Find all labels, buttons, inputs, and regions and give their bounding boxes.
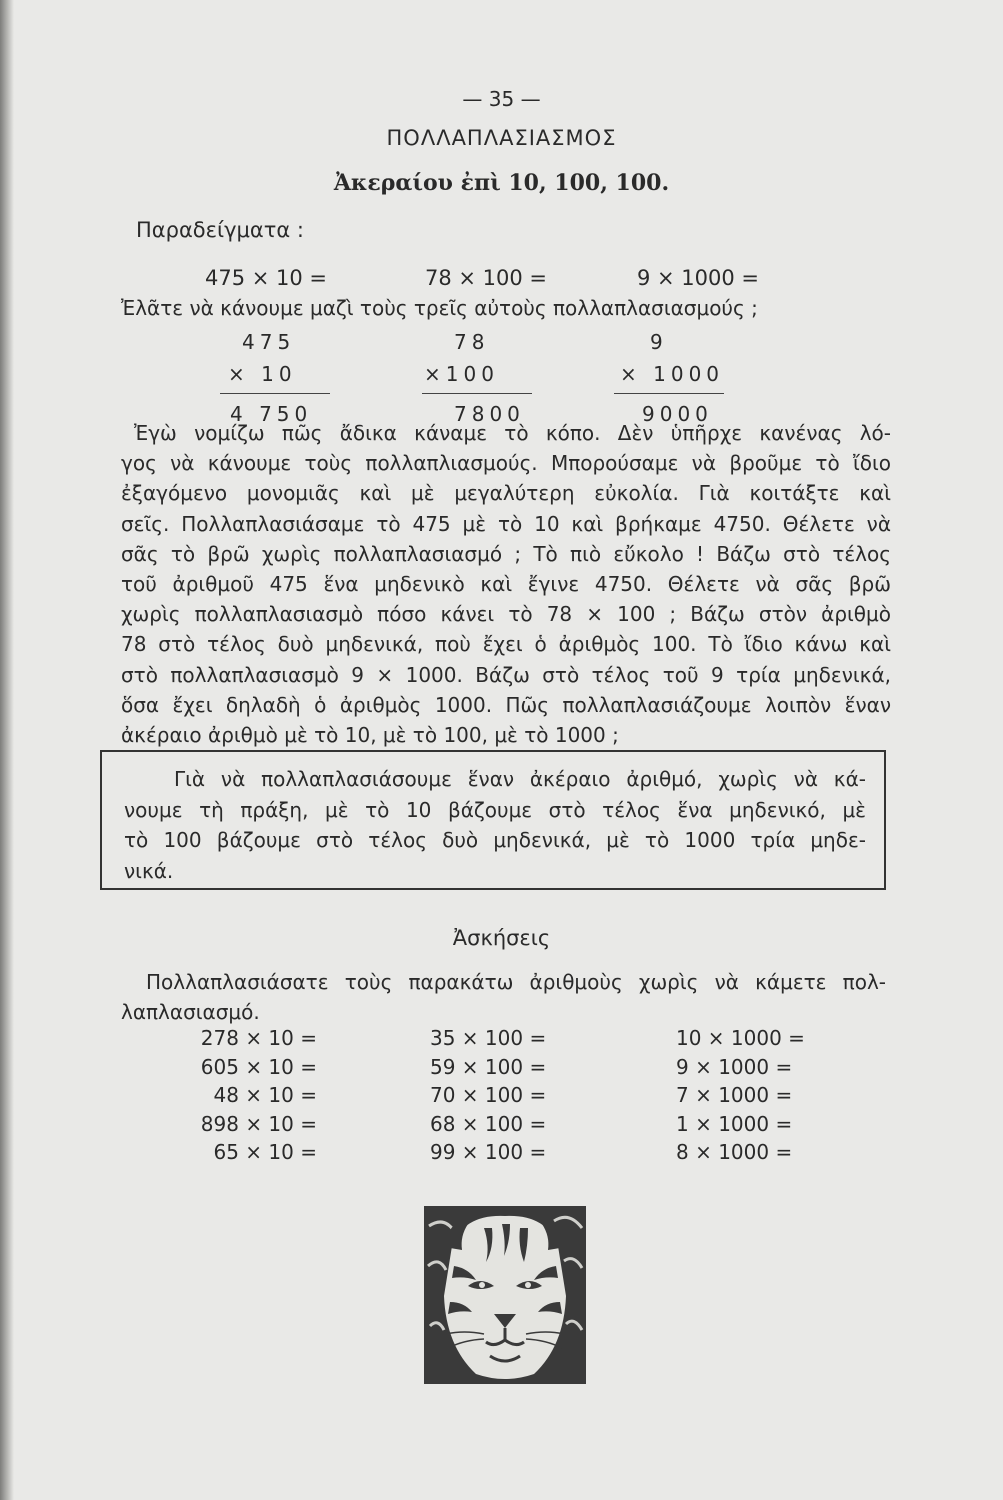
paragraph-line: ἐξαγόμενο μονομιᾶς καὶ μὲ μεγαλύτερη εὐκολία. Γιὰ κοιτάξτε καὶ (121, 481, 891, 506)
exercises-heading: Ἀσκήσεις (452, 926, 551, 950)
examples-label: Παραδείγματα : (136, 218, 304, 242)
instruction-line: λαπλασιασμό. (121, 1000, 260, 1024)
rule-line: Γιὰ νὰ πολλαπλασιάσουμε ἕναν ἀκέραιο ἀριθμό, χωρὶς νὰ κά- (174, 767, 866, 791)
paragraph-line: ὅσα ἔχει δηλαδὴ ὁ ἀριθμὸς 1000. Πῶς πολλαπλασιάζουμε λοιπὸν ἕναν (121, 692, 891, 717)
exercise-item: 605 × 10 = (200, 1054, 317, 1079)
exercise-item: 65 × 10 = (213, 1140, 317, 1164)
paragraph-line: σεῖς. Πολλαπλασιάσαμε τὸ 475 μὲ τὸ 10 καὶ βρήκαμε 4750. Θέλετε νὰ (121, 511, 891, 536)
exercise-item: 7 × 1000 = (676, 1083, 793, 1107)
paragraph-line: χωρὶς πολλαπλασιασμὸ πόσο κάνει τὸ 78 × 100 ; Βάζω στὸν ἀριθμὸ (121, 602, 891, 627)
paragraph-line: ἀκέραιο ἀριθμὸ μὲ τὸ 10, μὲ τὸ 100, μὲ τὸ 1000 ; (121, 723, 619, 748)
exercises-instruction (121, 967, 886, 1027)
product: 9000 (642, 402, 713, 426)
example-3: 9 × 1000 = (637, 266, 760, 290)
exercise-item: 35 × 100 = (430, 1026, 547, 1050)
exercise-item: 898 × 10 = (200, 1111, 317, 1136)
rule-line: νικά. (124, 858, 174, 883)
multiplicand: 475 (242, 330, 296, 354)
exercise-item: 8 × 1000 = (676, 1140, 793, 1164)
worked-example-3 (614, 326, 724, 430)
exercise-column-3 (676, 1024, 805, 1167)
paragraph-line: γος νὰ κάνουμε τοὺς πολλαπλιασμούς. Μπορούσαμε νὰ βροῦμε τὸ ἴδιο (121, 451, 891, 476)
worked-example-1 (220, 326, 330, 430)
exercise-item: 1 × 1000 = (676, 1111, 793, 1136)
multiplier: × 10 (228, 362, 297, 386)
multiplier: ×100 (424, 362, 499, 386)
tiger-head-illustration (424, 1206, 586, 1384)
exercise-item: 68 × 100 = (430, 1111, 547, 1136)
sum-line (220, 393, 330, 394)
paragraph-line: στὸ πολλαπλασιασμὸ 9 × 1000. Βάζω στὸ τέλος τοῦ 9 τρία μηδενικά, (121, 662, 891, 687)
multiplicand: 9 (650, 330, 668, 354)
rule-box (100, 750, 886, 890)
paragraph-line: Ἐγὼ νομίζω πῶς ἄδικα κάναμε τὸ κόπο. Δὲν ὑπῆρχε κανένας λό- (134, 421, 891, 445)
paragraph-line: τοῦ ἀριθμοῦ 475 ἕνα μηδενικὸ καὶ ἔγινε 4750. Θέλετε νὰ σᾶς βρῶ (121, 572, 891, 597)
exercise-column-2 (430, 1024, 546, 1167)
page-binding-shadow (0, 0, 14, 1500)
exercise-item: 9 × 1000 = (676, 1054, 793, 1079)
intro-sentence: Ἐλᾶτε νὰ κάνουμε μαζὶ τοὺς τρεῖς αὐτοὺς πολλαπλασιασμούς ; (121, 296, 758, 320)
paragraph-line: 78 στὸ τέλος δυὸ μηδενικά, ποὺ ἔχει ὁ ἀριθμὸς 100. Τὸ ἴδιο κάνω καὶ (121, 632, 891, 657)
example-1: 475 × 10 = (205, 266, 328, 290)
page-title: ΠΟΛΛΑΠΛΑΣΙΑΣΜΟΣ (386, 126, 617, 150)
explanation-paragraph (121, 418, 891, 750)
multiplier: × 1000 (620, 362, 725, 386)
exercise-item: 99 × 100 = (430, 1140, 547, 1164)
rule-line: νουμε τὴ πράξη, μὲ τὸ 10 βάζουμε στὸ τέλος ἕνα μηδενικό, μὲ (124, 797, 866, 822)
exercise-item: 278 × 10 = (200, 1026, 317, 1050)
exercise-item: 59 × 100 = (430, 1054, 547, 1079)
sum-line (614, 393, 724, 394)
example-2: 78 × 100 = (425, 266, 548, 290)
page-number: — 35 — (462, 87, 541, 111)
exercise-column-1 (175, 1024, 317, 1167)
product: 7800 (454, 402, 525, 426)
paragraph-line: σᾶς τὸ βρῶ χωρὶς πολλαπλασιασμό ; Τὸ πιὸ εὔκολο ! Βάζω στὸ τέλος (121, 541, 891, 566)
multiplicand: 78 (454, 330, 490, 354)
exercise-item: 10 × 1000 = (676, 1026, 805, 1050)
sum-line (422, 393, 532, 394)
exercise-item: 70 × 100 = (430, 1083, 547, 1107)
product: 4 750 (230, 402, 313, 426)
rule-line: τὸ 100 βάζουμε στὸ τέλος δυὸ μηδενικά, μὲ τὸ 1000 τρία μηδε- (124, 828, 866, 852)
instruction-line: Πολλαπλασιάσατε τοὺς παρακάτω ἀριθμοὺς χωρὶς νὰ κάμετε πολ- (146, 970, 886, 994)
exercise-item: 48 × 10 = (213, 1083, 317, 1107)
worked-example-2 (422, 326, 532, 430)
page-subtitle: Ἀκεραίου ἐπὶ 10, 100, 100. (333, 170, 670, 196)
